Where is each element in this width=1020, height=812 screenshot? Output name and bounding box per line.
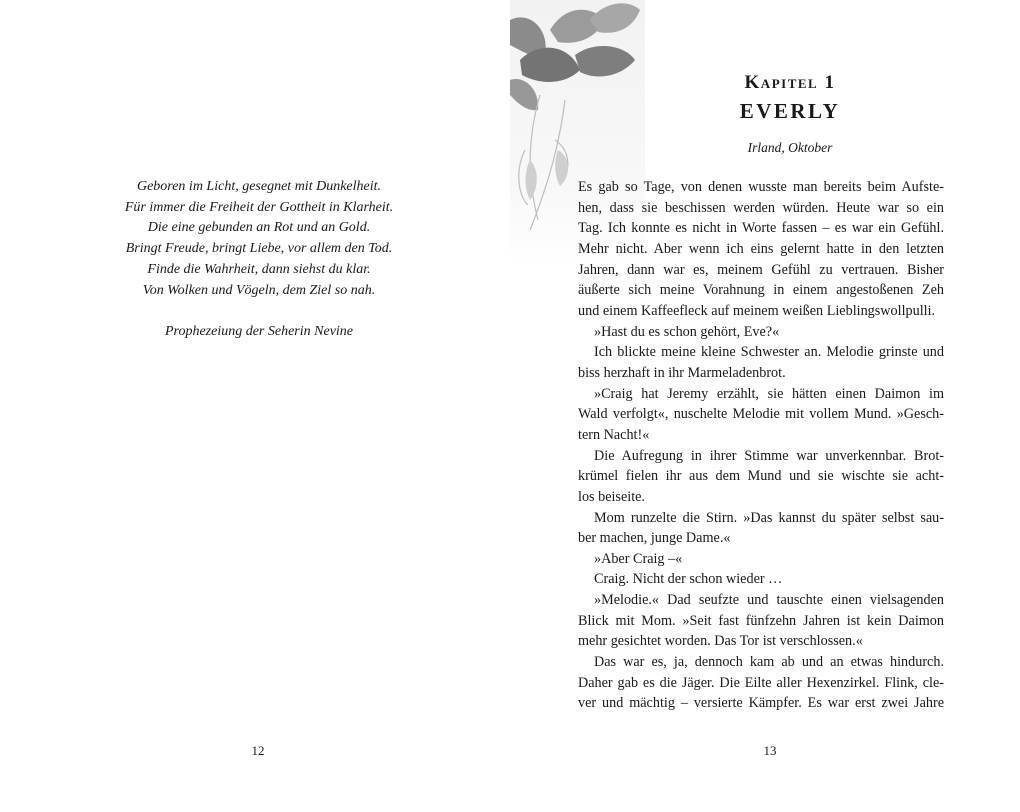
text-line: ber machen, junge Dame.« <box>578 530 731 547</box>
text-line: und einem Kaffeefleck auf meinem weißen Lieblingswollpulli. <box>578 302 936 319</box>
text-line: Craig. Nicht der schon wieder … <box>594 571 783 588</box>
text-line: »Melodie.« Dad seufzte und tauschte einen vielsagenden <box>594 592 944 609</box>
text-line: Blick mit Mom. »Seit fast fünfzehn Jahren ist kein Daimon <box>578 612 944 629</box>
text-line: »Craig hat Jeremy erzählt, sie hätten einen Daimon im <box>594 385 944 402</box>
text-line: Tag. Ich konnte es nicht in Worte fassen – es war ein Gefühl. <box>578 220 944 237</box>
poem-line: Für immer die Freiheit der Gottheit in Klarheit. <box>124 199 394 215</box>
chapter-place-date: Irland, Oktober <box>747 140 833 155</box>
text-line: hen, dass sie beschissen werden würden. Heute war so ein <box>578 199 944 216</box>
text-line: Daher gab es die Jäger. Die Eilte aller Hexenzirkel. Flink, cle- <box>578 674 944 691</box>
chapter-label: Kapitel 1 <box>744 72 836 93</box>
text-line: krümel fielen ihr aus dem Mund und sie wischte sie acht- <box>578 468 944 485</box>
page-number-right: 13 <box>763 743 777 758</box>
text-line: Wald verfolgt«, nuschelte Melodie mit vollem Mund. »Gesch- <box>578 406 944 423</box>
poem-line: Finde die Wahrheit, dann siehst du klar. <box>147 261 371 277</box>
epigraph-attribution: Prophezeiung der Seherin Nevine <box>164 324 354 339</box>
text-line: »Aber Craig –« <box>594 550 683 567</box>
chapter-title: EVERLY <box>739 99 841 123</box>
chapter-body-text <box>578 177 944 714</box>
text-line: Ich blickte meine kleine Schwester an. Melodie grinste und <box>594 344 944 361</box>
text-line: tern Nacht!« <box>578 426 650 443</box>
text-line: »Hast du es schon gehört, Eve?« <box>594 323 780 340</box>
poem-line: Bringt Freude, bringt Liebe, vor allem den Tod. <box>125 241 393 257</box>
text-line: biss herzhaft in ihr Marmeladenbrot. <box>578 364 786 381</box>
text-line: Jahren, dann war es, meinem Gefühl zu vertrauen. Bisher <box>578 261 944 278</box>
text-line: äußerte sich meine Vorahnung in einem angestoßenen Zeh <box>578 282 944 299</box>
text-line: Mom runzelte die Stirn. »Das kannst du später selbst sau- <box>594 509 944 526</box>
text-line: mehr gesichtet worden. Das Tor ist verschlossen.« <box>578 633 863 650</box>
epigraph-poem <box>60 177 458 301</box>
text-line: ver und mächtig – versierte Kämpfer. Es war erst zwei Jahre <box>578 695 944 712</box>
right-page <box>510 0 1020 812</box>
poem-line: Von Wolken und Vögeln, dem Ziel so nah. <box>142 282 376 298</box>
text-line: Die Aufregung in ihrer Stimme war unverkennbar. Brot- <box>594 447 944 464</box>
text-line: los beiseite. <box>578 488 645 505</box>
page-number-left: 12 <box>251 743 265 758</box>
text-line: Das war es, ja, dennoch kam ab und an etwas hindurch. <box>594 654 944 671</box>
poem-line: Die eine gebunden an Rot und an Gold. <box>147 220 371 236</box>
text-line: Mehr nicht. Aber wenn ich eins gelernt hatte in den letzten <box>578 240 944 257</box>
text-line: Es gab so Tage, von denen wusste man bereits beim Aufste- <box>578 179 944 195</box>
poem-line: Geboren im Licht, gesegnet mit Dunkelheit. <box>136 179 382 194</box>
